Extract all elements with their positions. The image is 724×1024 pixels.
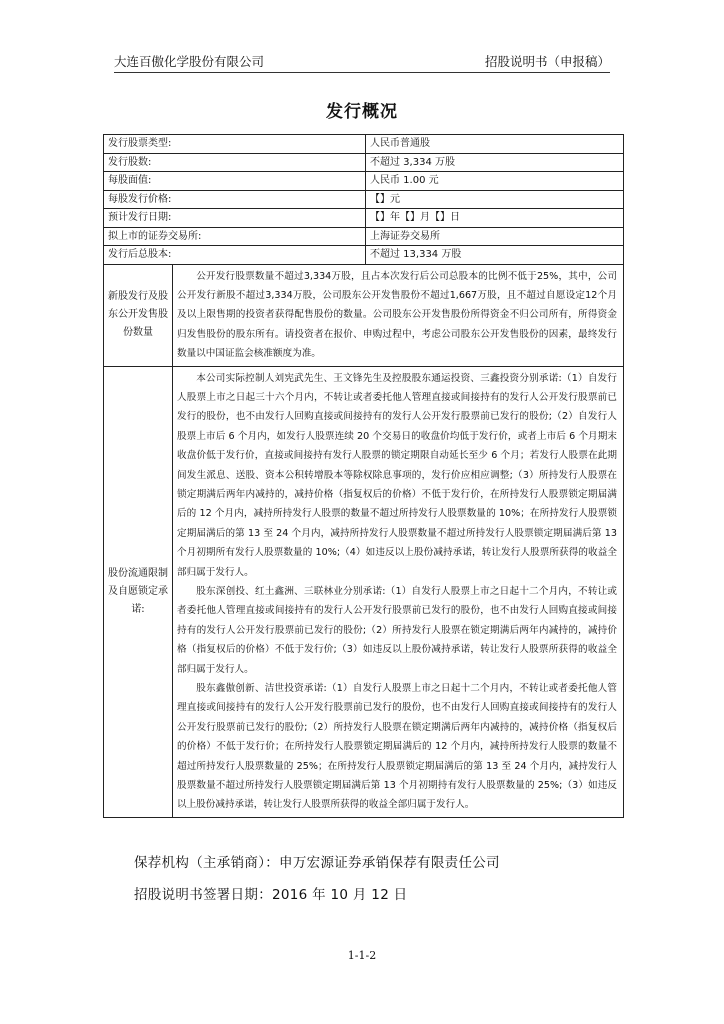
new-shares-text: 公开发行股票数量不超过3,334万股，且占本次发行后公司总股本的比例不低于25%，其中，公司公开发行新股不超过3,334万股，公司股东公开发售股份不超过1,667万股，且不超过自愿设定12个月及以上限售期的投资者获得配售股份的数量。公司股东公开发售股份所得资金不归公司所有，所得资金归发售股份的股东所有。请投资者在报价、申购过程中，考虑公司股东公开发售股份的因素，最终发行数量以中国证监会核准额度为准。 <box>177 270 617 360</box>
row-label: 预计发行日期: <box>104 209 366 228</box>
row-value: 不超过 3,334 万股 <box>366 153 624 172</box>
table-row <box>104 246 624 265</box>
lockup-label: 股份流通限制及自愿锁定承诺: <box>104 367 173 817</box>
page-header <box>114 50 610 73</box>
row-label: 发行后总股本: <box>104 246 366 265</box>
table-row <box>104 227 624 246</box>
table-row <box>104 153 624 172</box>
sponsor-line: 保荐机构（主承销商）：申万宏源证券承销保荐有限责任公司 <box>134 855 500 871</box>
row-label: 拟上市的证券交易所: <box>104 227 366 246</box>
row-value: 不超过 13,334 万股 <box>366 246 624 265</box>
table-row <box>104 209 624 228</box>
row-label: 每股面值: <box>104 172 366 191</box>
row-label: 发行股数: <box>104 153 366 172</box>
lockup-row <box>104 366 624 817</box>
row-value: 人民币 1.00 元 <box>366 172 624 191</box>
sign-date-line: 招股说明书签署日期：2016 年 10 月 12 日 <box>134 887 408 903</box>
page-number: 1-1-2 <box>347 949 377 962</box>
row-value: 上海证券交易所 <box>366 227 624 246</box>
lockup-paragraph: 本公司实际控制人刘宪武先生、王文锋先生及控股股东通运投资、三鑫投资分别承诺:（1）自发行人股票上市之日起三十六个月内，不转让或者委托他人管理直接或间接持有的发行人公开发行股票前已发行的股份，也不由发行人回购直接或间接持有的发行人公开发行股票前已发行的股份;（2）自发行人股票上市后 6 个月内，如发行人股票连续 20 个交易日的收盘价均低于发行价，或者上市后 6 个月期末收盘价低于发行价，直接或间接持有发行人股票的锁定期限自动延长至少 6 个月；若发行人股票在此期间发生派息、送股、资本公积转增股本等除权除息事项的，发行价应相应调整;（3）所持发行人股票在锁定期满后两年内减持的，减持价格（指复权后的价格）不低于发行价，在所持发行人股票锁定期届满后的 12 个月内，减持所持发行人股票的数量不超过所持发行人股票数量的 10%；在所持发行人股票锁定期届满后的第 13 至 24 个月内，减持所持发行人股票数量不超过所持发行人股票锁定期届满后第 13 个月初期所有发行人股票数量的 10%;（4）如违反以上股份减持承诺，转让发行人股票所获得的收益全部归属于发行人。 <box>177 372 617 578</box>
table-row <box>104 190 624 209</box>
new-shares-label: 新股发行及股东公开发售股份数量 <box>104 265 173 366</box>
document-type: 招股说明书（申报稿） <box>484 54 610 69</box>
new-shares-row <box>104 264 624 366</box>
table-row <box>104 172 624 191</box>
row-value: 【】元 <box>366 190 624 209</box>
row-value: 【】年【】月【】日 <box>366 209 624 228</box>
page-title: 发行概况 <box>326 102 398 122</box>
row-value: 人民币普通股 <box>366 135 624 154</box>
table-row <box>104 135 624 154</box>
lockup-text <box>173 367 623 817</box>
company-name: 大连百傲化学股份有限公司 <box>114 54 265 69</box>
issuance-overview-table <box>103 134 624 818</box>
row-label: 每股发行价格: <box>104 190 366 209</box>
lockup-paragraph: 股东深创投、红土鑫洲、三联林业分别承诺:（1）自发行人股票上市之日起十二个月内，不转让或者委托他人管理直接或间接持有的发行人公开发行股票前已发行的股份，也不由发行人回购直接或间接持有的发行人公开发行股票前已发行的股份;（2）所持发行人股票在锁定期满后两年内减持的，减持价格（指复权后的价格）不低于发行价;（3）如违反以上股份减持承诺，转让发行人股票所获得的收益全部归属于发行人。 <box>177 586 617 675</box>
lockup-paragraph: 股东鑫傲创新、洁世投资承诺:（1）自发行人股票上市之日起十二个月内，不转让或者委托他人管理直接或间接持有的发行人公开发行股票前已发行的股份，也不由发行人回购直接或间接持有的发行人公开发行股票前已发行的股份;（2）所持发行人股票在锁定期满后两年内减持的，减持价格（指复权后的价格）不低于发行价；在所持发行人股票锁定期届满后的 12 个月内，减持所持发行人股票的数量不超过所持发行人股票数量的 25%；在所持发行人股票锁定期届满后的第 13 至 24 个月内，减持发行人股票数量不超过所持发行人股票锁定期届满后第 13 个月初期持有发行人股票数量的 25%;（3）如违反以上股份减持承诺，转让发行人股票所获得的收益全部归属于发行人。 <box>177 683 617 811</box>
row-label: 发行股票类型: <box>104 135 366 154</box>
